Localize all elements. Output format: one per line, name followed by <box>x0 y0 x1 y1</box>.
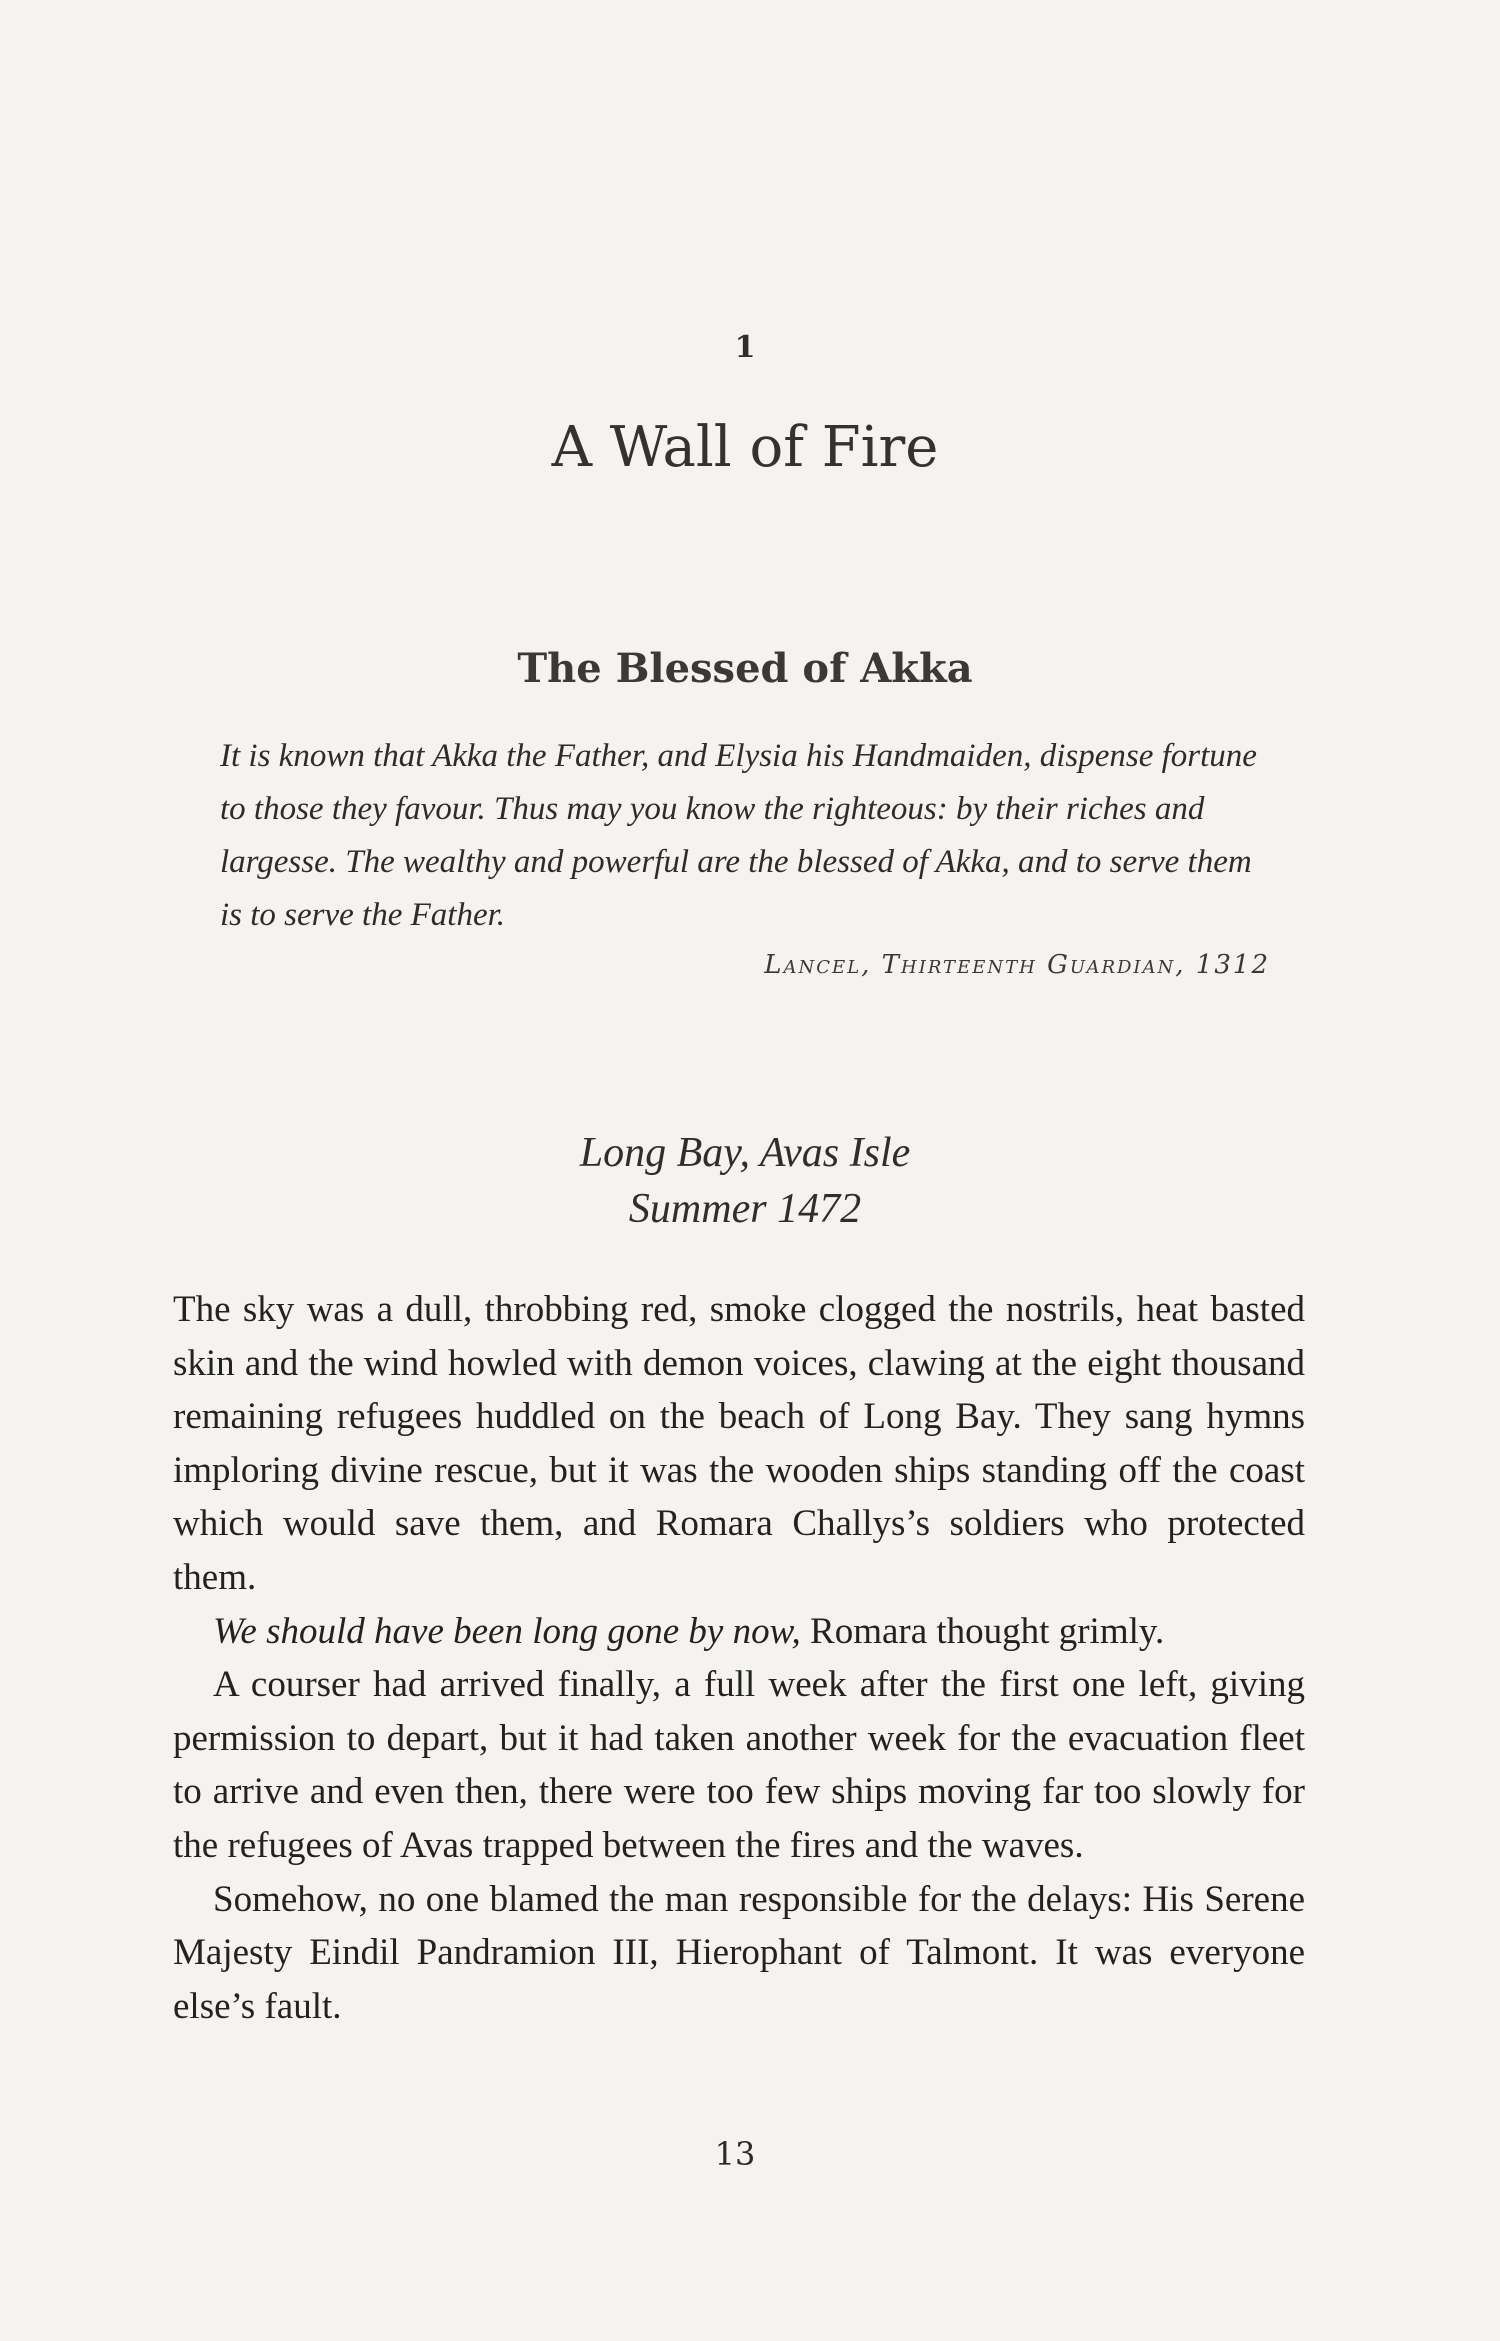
location-date: Summer 1472 <box>628 1186 862 1232</box>
section-heading: The Blessed of Akka <box>517 645 973 692</box>
chapter-title: A Wall of Fire <box>551 415 939 480</box>
paragraph-2 <box>173 1605 1305 1659</box>
paragraph-4: Somehow, no one blamed the man responsible for the delays: His Serene Majesty Eindil Pandramion III, Hierophant of Talmont. It was everyone else’s fault. <box>173 1878 1305 2027</box>
page-number: 13 <box>714 2135 756 2173</box>
paragraph-2-rest: Romara thought grimly. <box>800 1610 1165 1652</box>
body-text <box>173 1283 1305 2033</box>
epigraph-text: It is known that Akka the Father, and Elysia his Handmaiden, dispense fortune to those they favour. Thus may you know the righteous: by their riches and largesse. The wealthy and powerful are the blessed of Akka, and to serve them is to serve the Father. <box>220 738 1257 933</box>
location-place: Long Bay, Avas Isle <box>579 1130 911 1176</box>
paragraph-1: The sky was a dull, throbbing red, smoke clogged the nostrils, heat basted skin and the wind howled with demon voices, clawing at the eight thousand remaining refugees huddled on the beach of Long Bay. They sang hymns imploring divine rescue, but it was the wooden ships standing off the coast which would save them, and Romara Challys’s soldiers who protected them. <box>173 1289 1305 1598</box>
paragraph-2-thought: We should have been long gone by now, <box>213 1610 801 1652</box>
paragraph-3: A courser had arrived finally, a full week after the first one left, giving permission to depart, but it had taken another week for the evacuation fleet to arrive and even then, there were too few ships moving far too slowly for the refugees of Avas trapped between the fires and the waves. <box>173 1664 1305 1866</box>
scene-location <box>0 1125 1490 1237</box>
chapter-number: 1 <box>734 330 756 365</box>
epigraph-attribution: Lancel, Thirteenth Guardian, 1312 <box>764 950 1270 980</box>
